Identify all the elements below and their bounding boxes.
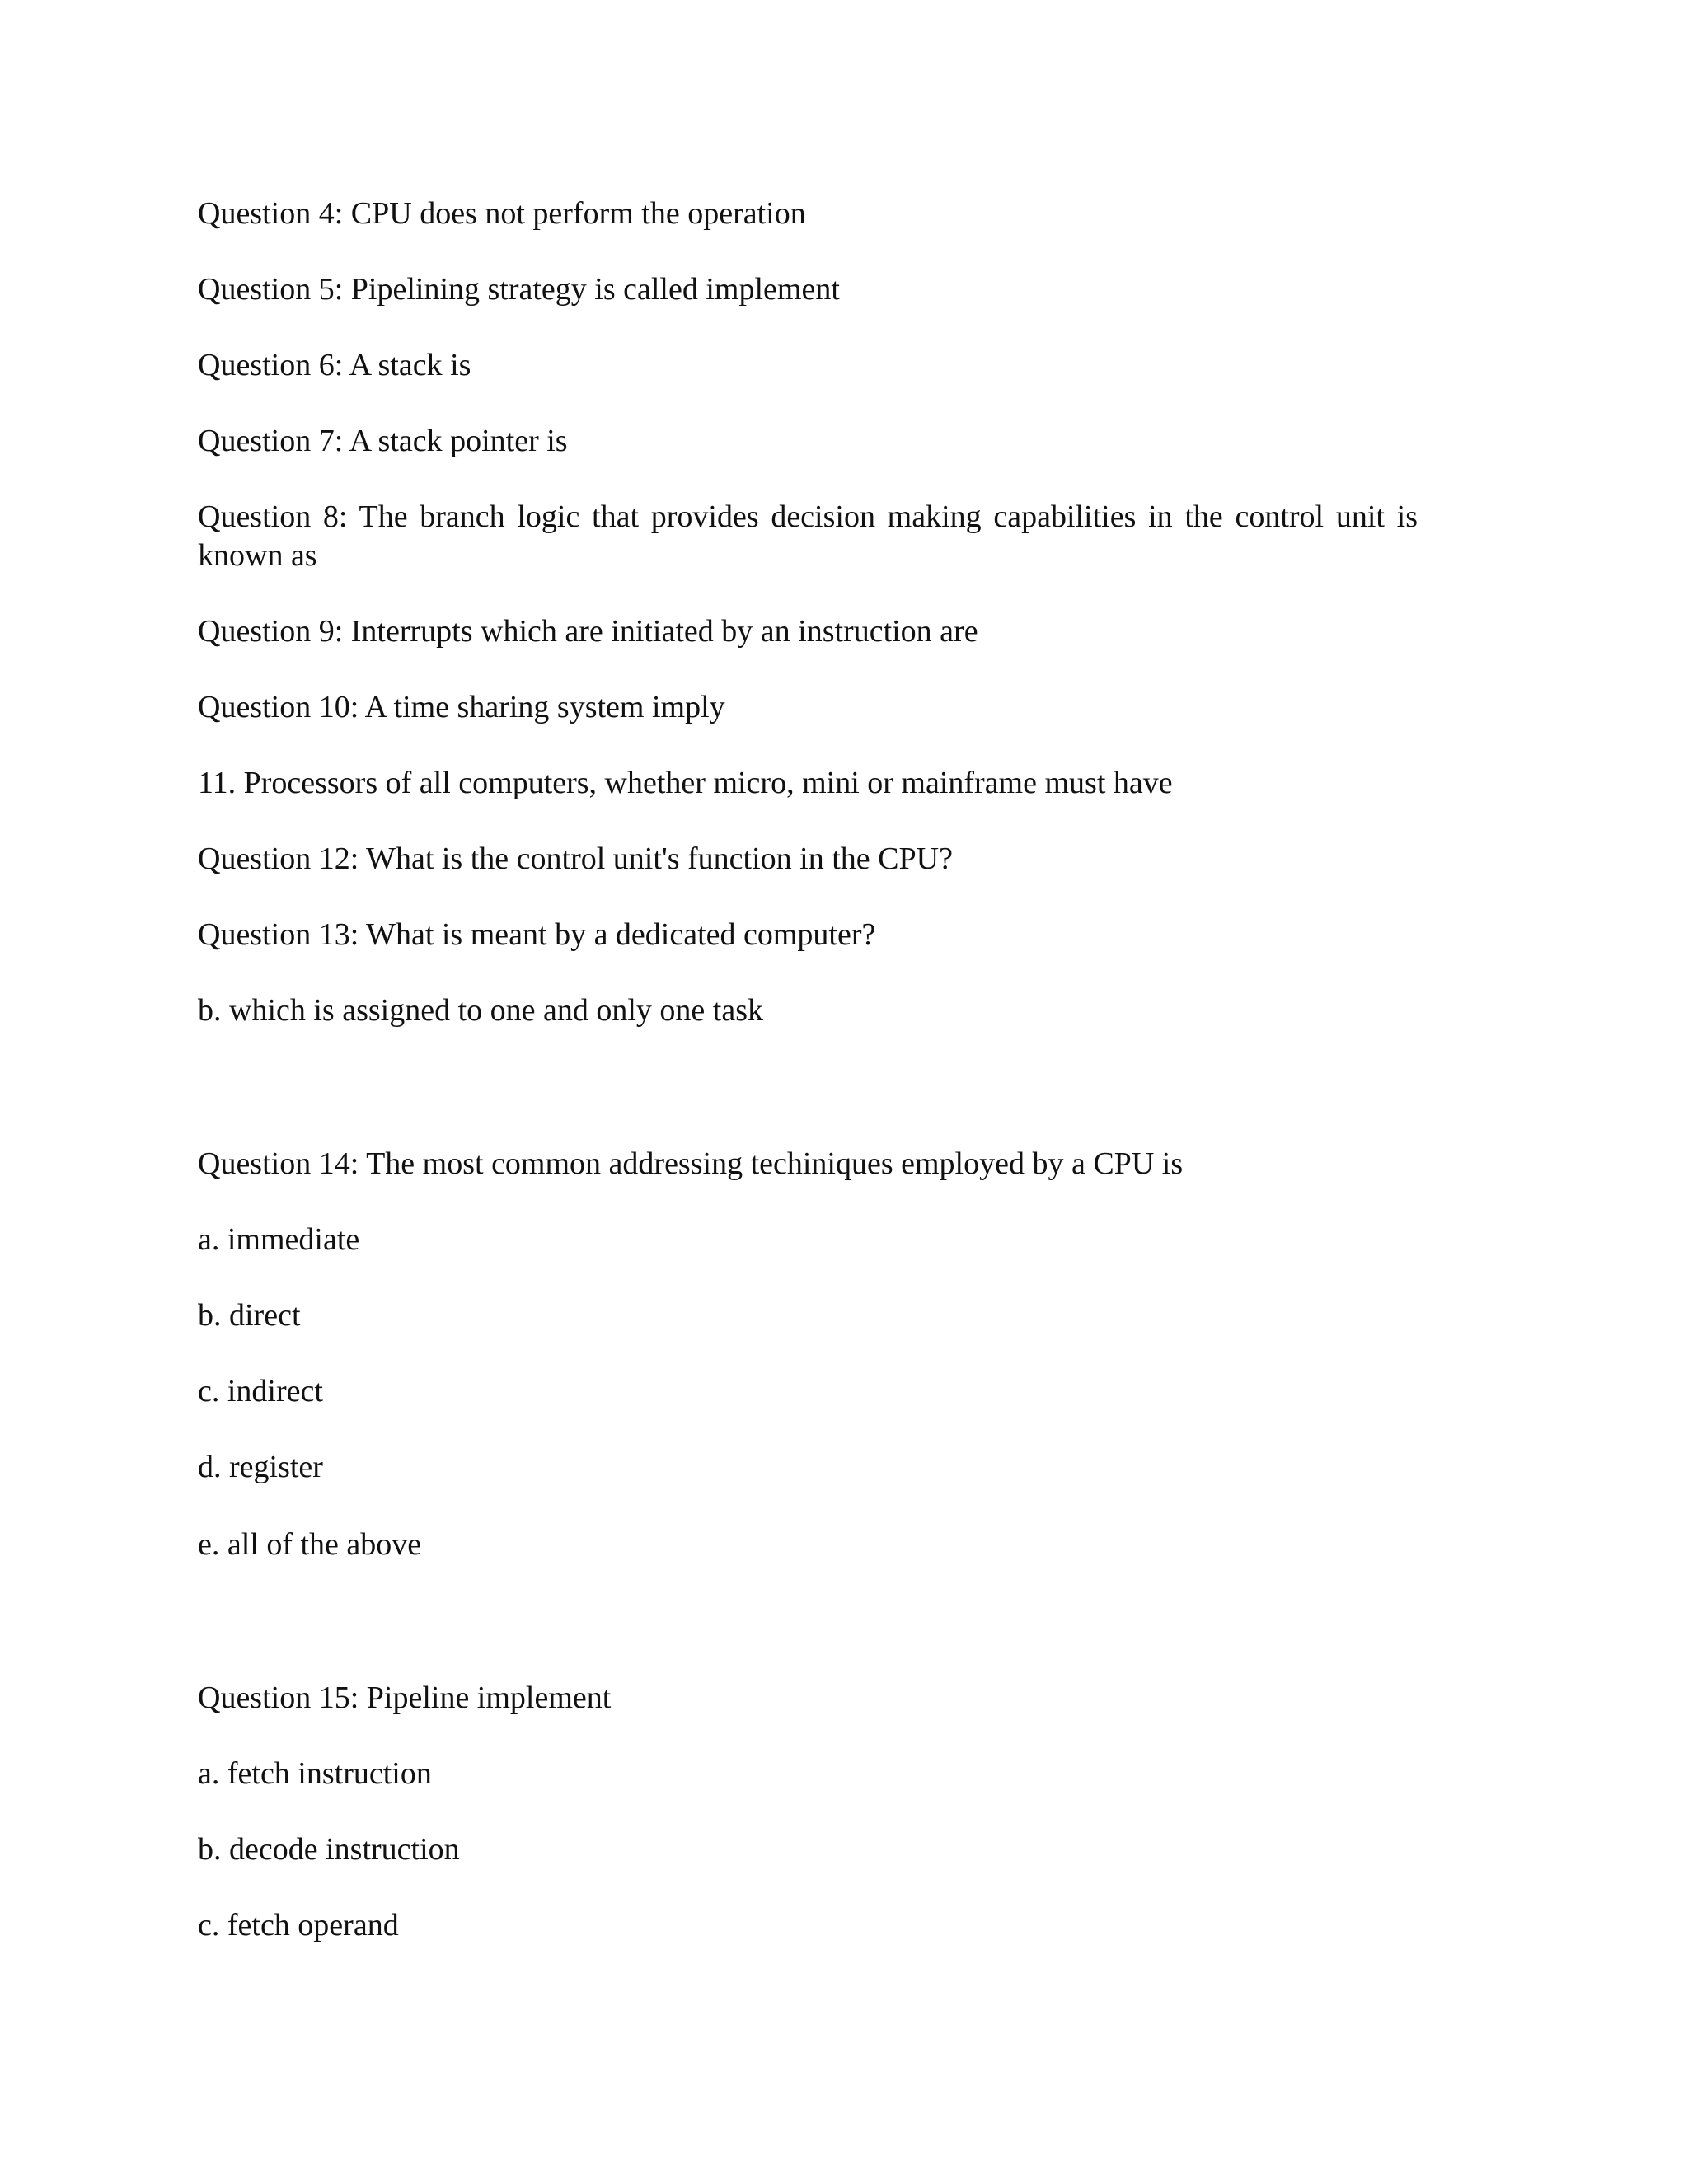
question-6-text: Question 6: A stack is (198, 348, 471, 382)
question-14-option-d: d. register (198, 1450, 323, 1484)
question-15-option-a: a. fetch instruction (198, 1756, 432, 1791)
question-14-option-b: b. direct (198, 1298, 301, 1333)
question-14-text: Question 14: The most common addressing techiniques employed by a CPU is (198, 1146, 1184, 1181)
question-12-text: Question 12: What is the control unit's function in the CPU? (198, 841, 953, 876)
question-15-text: Question 15: Pipeline implement (198, 1680, 612, 1715)
question-14-option-c: c. indirect (198, 1374, 323, 1408)
question-9-text: Question 9: Interrupts which are initiated by an instruction are (198, 614, 978, 649)
question-10-text: Question 10: A time sharing system imply (198, 690, 725, 724)
question-7-text: Question 7: A stack pointer is (198, 424, 568, 458)
question-15-option-c: c. fetch operand (198, 1908, 399, 1943)
question-4-text: Question 4: CPU does not perform the operation (198, 196, 806, 231)
question-13-text: Question 13: What is meant by a dedicated computer? (198, 917, 876, 952)
question-14-option-e: e. all of the above (198, 1527, 422, 1562)
question-11-text: 11. Processors of all computers, whether micro, mini or mainframe must have (198, 766, 1173, 800)
question-14-option-a: a. immediate (198, 1222, 360, 1257)
question-5-text: Question 5: Pipelining strategy is called implement (198, 272, 840, 307)
question-8-text: Question 8: The branch logic that provides decision making capabilities in the control unit is known as (198, 499, 1418, 573)
question-15-option-b: b. decode instruction (198, 1832, 460, 1867)
question-13-answer: b. which is assigned to one and only one task (198, 993, 764, 1028)
